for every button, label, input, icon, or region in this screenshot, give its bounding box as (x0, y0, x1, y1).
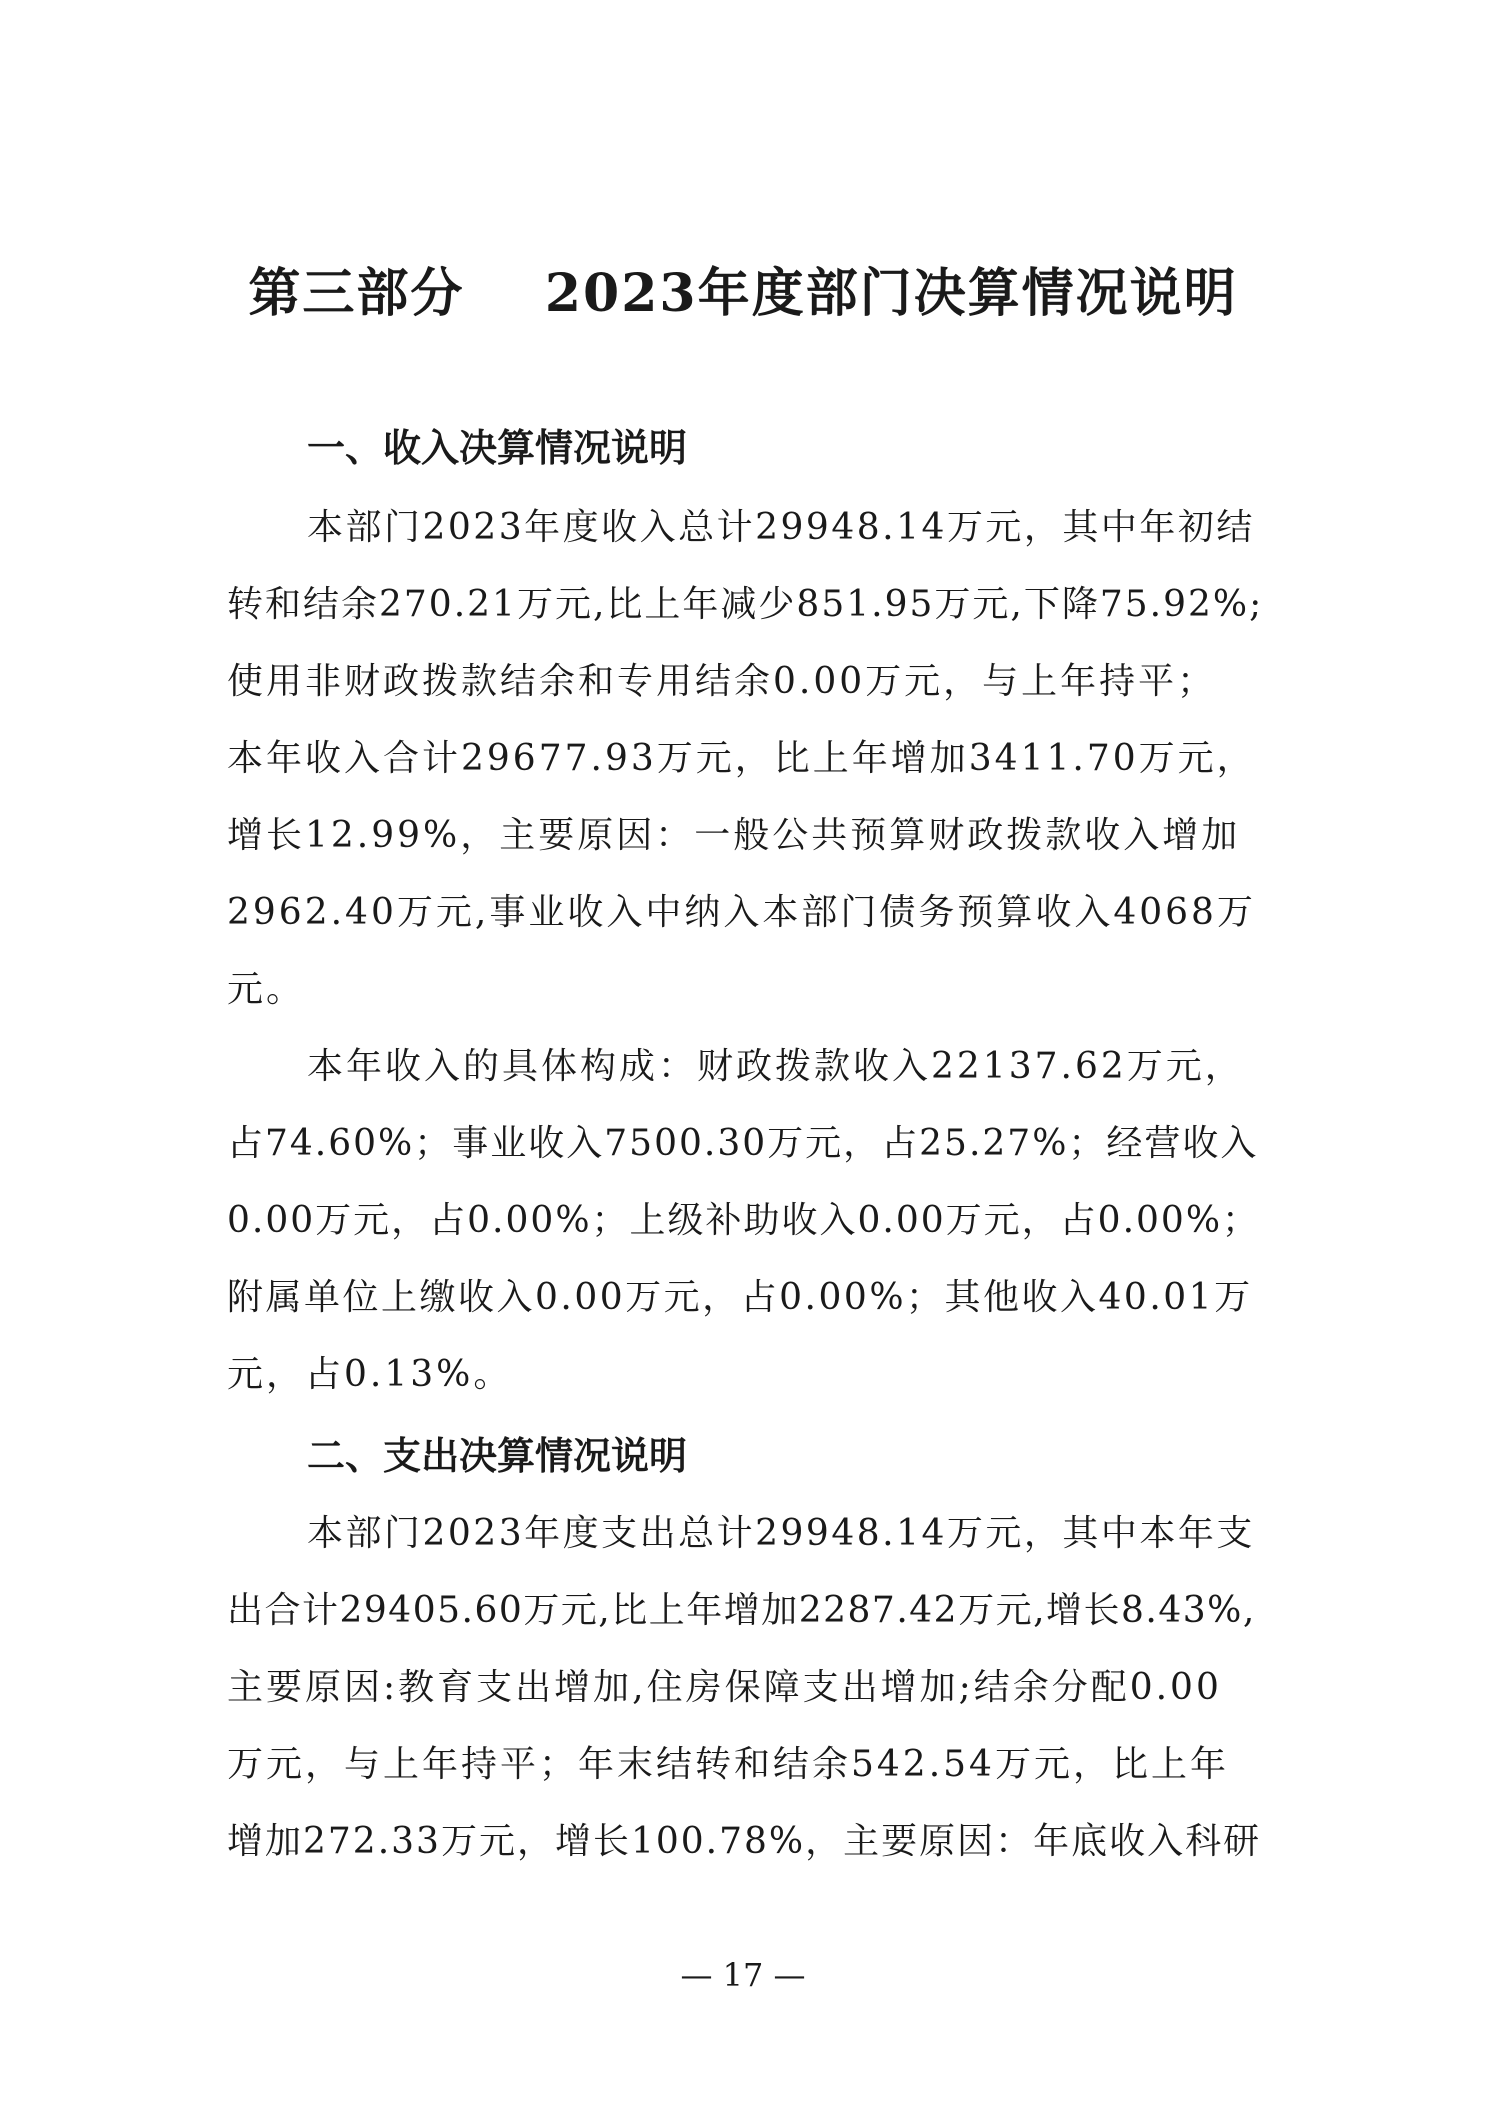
text-line: 万元，与上年持平；年末结转和结余542.54万元，比上年 (227, 1744, 1229, 1785)
page-title: 第三部分 2023年度部门决算情况说明 (248, 263, 1238, 324)
text-line: 使用非财政拨款结余和专用结余0.00万元，与上年持平； (227, 661, 1217, 702)
text-line: 增加272.33万元，增长100.78%，主要原因：年底收入科研 (227, 1821, 1262, 1862)
text-line: 元。 (227, 969, 306, 1010)
text-line: 2962.40万元,事业收入中纳入本部门债务预算收入4068万 (227, 892, 1256, 933)
text-line: 转和结余270.21万元,比上年减少851.95万元,下降75.92%; (227, 584, 1264, 625)
text-line: 本年收入的具体构成：财政拨款收入22137.62万元， (307, 1046, 1244, 1087)
section-heading-income: 一、收入决算情况说明 (307, 426, 688, 470)
text-line: 出合计29405.60万元,比上年增加2287.42万元,增长8.43%, (227, 1590, 1256, 1631)
text-line: 0.00万元，占0.00%；上级补助收入0.00万元，占0.00%； (227, 1200, 1261, 1241)
text-line: 附属单位上缴收入0.00万元，占0.00%；其他收入40.01万 (227, 1277, 1253, 1318)
text-line: 元，占0.13%。 (227, 1354, 513, 1395)
text-line: 主要原因:教育支出增加,住房保障支出增加;结余分配0.00 (227, 1667, 1222, 1708)
text-line: 本部门2023年度收入总计29948.14万元，其中年初结 (307, 507, 1255, 548)
section-heading-expenditure: 二、支出决算情况说明 (307, 1434, 688, 1478)
text-line: 增长12.99%，主要原因：一般公共预算财政拨款收入增加 (227, 815, 1241, 856)
text-line: 本年收入合计29677.93万元，比上年增加3411.70万元， (227, 738, 1256, 779)
text-line: 占74.60%；事业收入7500.30万元，占25.27%；经营收入 (227, 1123, 1259, 1164)
page-number: — 17 — (680, 1956, 806, 1994)
text-line: 本部门2023年度支出总计29948.14万元，其中本年支 (307, 1513, 1255, 1554)
